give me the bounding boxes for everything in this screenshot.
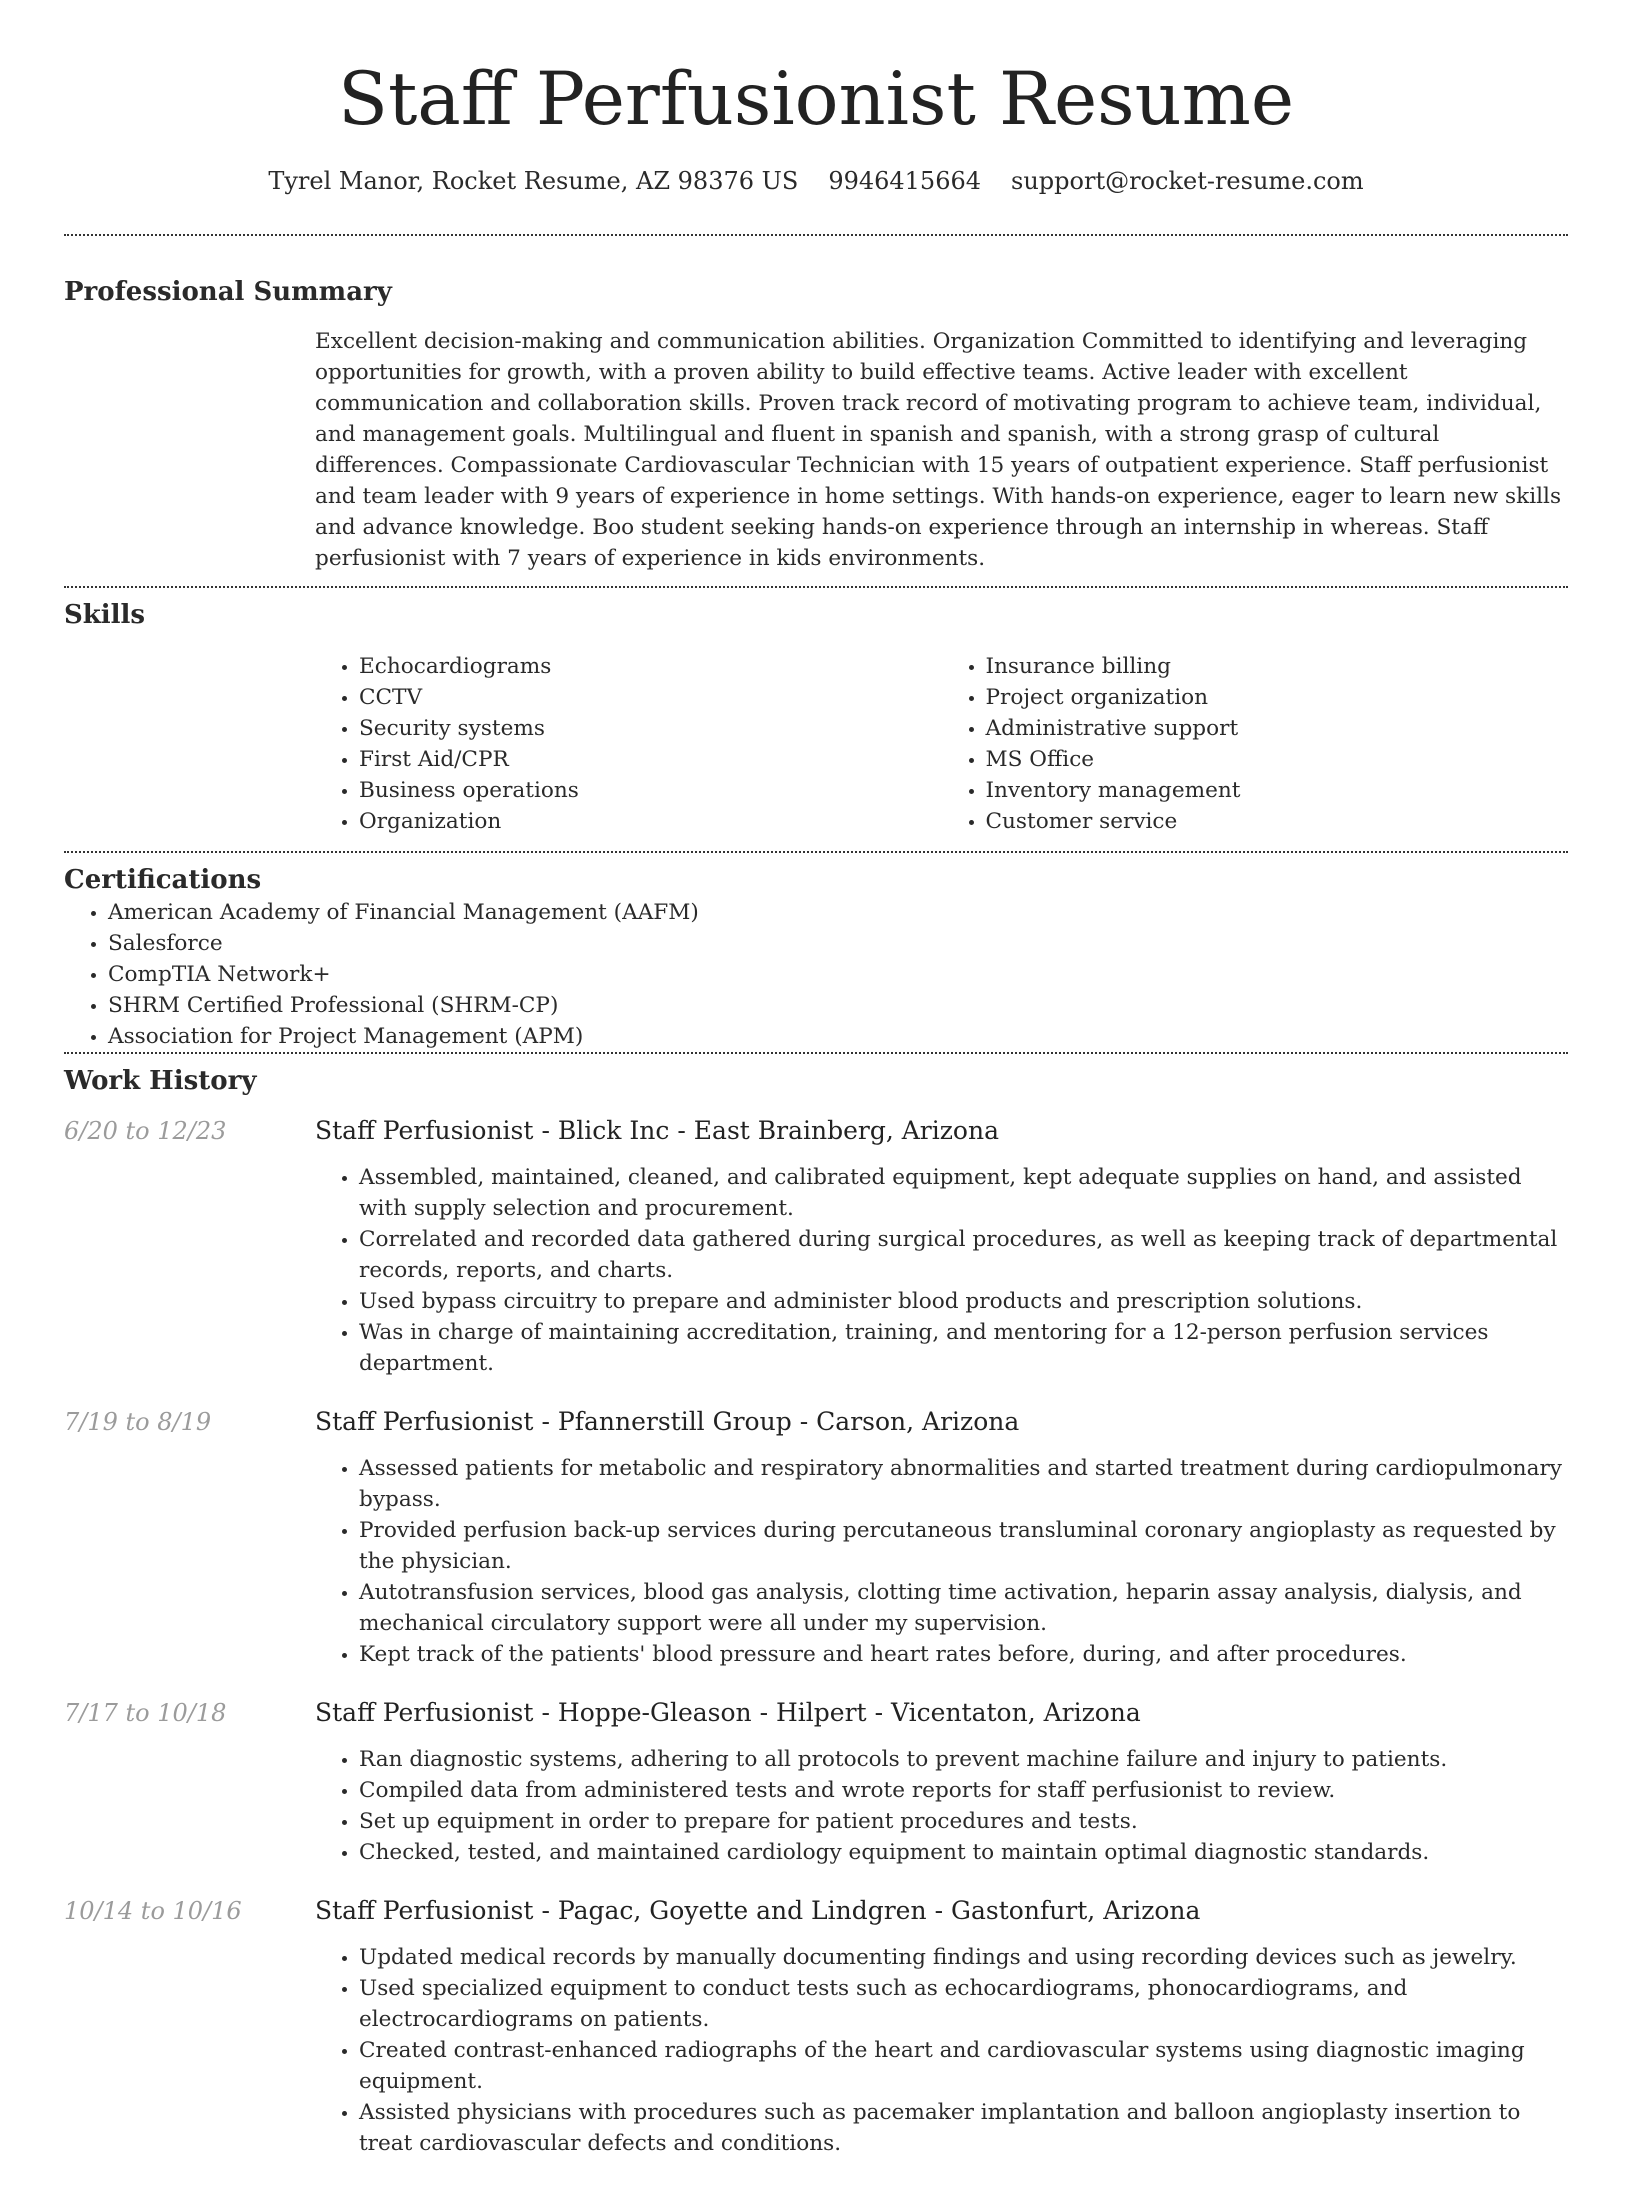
certifications-heading: Certifications bbox=[64, 865, 262, 895]
job-date: 7/17 to 10/18 bbox=[64, 1699, 227, 1727]
skill-item: • First Aid/CPR bbox=[359, 744, 942, 775]
job-entry bbox=[64, 1405, 1568, 1670]
job-location: East Brainberg, Arizona bbox=[693, 1116, 999, 1145]
skills-heading: Skills bbox=[64, 600, 146, 630]
divider bbox=[64, 586, 1568, 588]
job-bullets bbox=[315, 1162, 1568, 1379]
skills-columns bbox=[315, 651, 1568, 837]
summary-heading: Professional Summary bbox=[64, 277, 392, 307]
job-role: Staff Perfusionist bbox=[315, 1407, 534, 1436]
job-bullet: • Autotransfusion services, blood gas analysis, clotting time activation, heparin assay analysis, dialysis, and mechanical circulatory support were all under my supervision. bbox=[359, 1577, 1568, 1639]
resume-page bbox=[64, 0, 1568, 2185]
job-date: 6/20 to 12/23 bbox=[64, 1117, 227, 1145]
job-title: Staff Perfusionist - Pagac, Goyette and Lindgren - Gastonfurt, Arizona bbox=[315, 1896, 1201, 1925]
job-bullet: • Correlated and recorded data gathered during surgical procedures, as well as keeping track of departmental records, reports, and charts. bbox=[359, 1224, 1568, 1286]
skill-item: • Administrative support bbox=[986, 713, 1569, 744]
job-title: Staff Perfusionist - Blick Inc - East Brainberg, Arizona bbox=[315, 1116, 999, 1145]
job-entry bbox=[64, 1696, 1568, 1868]
job-entry bbox=[64, 1114, 1568, 1379]
job-bullet: • Updated medical records by manually documenting findings and using recording devices such as jewelry. bbox=[359, 1942, 1568, 1973]
contact-phone: 9946415664 bbox=[828, 167, 982, 195]
certifications-list bbox=[64, 897, 1568, 1052]
certification-item: • Salesforce bbox=[108, 928, 1568, 959]
certification-item: • Association for Project Management (APM) bbox=[108, 1021, 1568, 1052]
job-company: Hoppe-Gleason - Hilpert bbox=[557, 1698, 867, 1727]
skills-list-right bbox=[942, 651, 1569, 837]
job-title: Staff Perfusionist - Hoppe-Gleason - Hilpert - Vicentaton, Arizona bbox=[315, 1698, 1141, 1727]
skill-item: • Customer service bbox=[986, 806, 1569, 837]
job-role: Staff Perfusionist bbox=[315, 1896, 534, 1925]
job-bullet: • Used specialized equipment to conduct tests such as echocardiograms, phonocardiograms, and electrocardiograms on patients. bbox=[359, 1973, 1568, 2035]
job-location: Gastonfurt, Arizona bbox=[951, 1896, 1201, 1925]
job-bullet: • Compiled data from administered tests and wrote reports for staff perfusionist to review. bbox=[359, 1775, 1568, 1806]
certification-item: • American Academy of Financial Management (AAFM) bbox=[108, 897, 1568, 928]
certification-item: • CompTIA Network+ bbox=[108, 959, 1568, 990]
job-location: Carson, Arizona bbox=[816, 1407, 1020, 1436]
work-history-heading: Work History bbox=[64, 1066, 257, 1096]
contact-email: support@rocket-resume.com bbox=[1011, 167, 1364, 195]
job-bullet: • Assembled, maintained, cleaned, and calibrated equipment, kept adequate supplies on hand, and assisted with supply selection and procurement. bbox=[359, 1162, 1568, 1224]
summary-text: Excellent decision-making and communication abilities. Organization Committed to identifying and leveraging opportunities for growth, with a proven ability to build effective teams. Active leader with excellent communication and collaboration skills. Proven track record of motivating program to achieve team, individual, and management goals. Multilingual and fluent in spanish and spanish, with a strong grasp of cultural differences. Compassionate Cardiovascular Technician with 15 years of outpatient experience. Staff perfusionist and team leader with 9 years of experience in home settings. With hands-on experience, eager to learn new skills and advance knowledge. Boo student seeking hands-on experience through an internship in whereas. Staff perfusionist with 7 years of experience in kids environments. bbox=[315, 329, 1562, 571]
job-date: 10/14 to 10/16 bbox=[64, 1897, 242, 1925]
job-bullet: • Assessed patients for metabolic and respiratory abnormalities and started treatment during cardiopulmonary bypass. bbox=[359, 1453, 1568, 1515]
skill-item: • Organization bbox=[359, 806, 942, 837]
job-entry bbox=[64, 1894, 1568, 2159]
job-location: Vicentaton, Arizona bbox=[891, 1698, 1141, 1727]
job-role: Staff Perfusionist bbox=[315, 1116, 534, 1145]
job-role: Staff Perfusionist bbox=[315, 1698, 534, 1727]
skill-item: • Business operations bbox=[359, 775, 942, 806]
job-bullet: • Set up equipment in order to prepare for patient procedures and tests. bbox=[359, 1806, 1568, 1837]
divider bbox=[64, 234, 1568, 236]
skill-item: • Security systems bbox=[359, 713, 942, 744]
divider bbox=[64, 1052, 1568, 1054]
job-bullets bbox=[315, 1744, 1568, 1868]
job-bullet: • Assisted physicians with procedures such as pacemaker implantation and balloon angioplasty insertion to treat cardiovascular defects and conditions. bbox=[359, 2097, 1568, 2159]
contact-line bbox=[64, 164, 1568, 198]
job-bullet: • Created contrast-enhanced radiographs of the heart and cardiovascular systems using diagnostic imaging equipment. bbox=[359, 2035, 1568, 2097]
job-company: Blick Inc bbox=[557, 1116, 670, 1145]
job-bullet: • Ran diagnostic systems, adhering to all protocols to prevent machine failure and injury to patients. bbox=[359, 1744, 1568, 1775]
skill-item: • CCTV bbox=[359, 682, 942, 713]
skill-item: • Inventory management bbox=[986, 775, 1569, 806]
job-company: Pfannerstill Group bbox=[557, 1407, 792, 1436]
contact-address: Tyrel Manor, Rocket Resume, AZ 98376 US bbox=[268, 167, 799, 195]
skill-item: • Echocardiograms bbox=[359, 651, 942, 682]
job-bullets bbox=[315, 1942, 1568, 2159]
skill-item: • MS Office bbox=[986, 744, 1569, 775]
certification-item: • SHRM Certified Professional (SHRM-CP) bbox=[108, 990, 1568, 1021]
job-bullet: • Checked, tested, and maintained cardiology equipment to maintain optimal diagnostic standards. bbox=[359, 1837, 1568, 1868]
job-title: Staff Perfusionist - Pfannerstill Group - Carson, Arizona bbox=[315, 1407, 1020, 1436]
job-bullets bbox=[315, 1453, 1568, 1670]
job-company: Pagac, Goyette and Lindgren bbox=[557, 1896, 927, 1925]
skill-item: • Insurance billing bbox=[986, 651, 1569, 682]
job-bullet: • Kept track of the patients' blood pressure and heart rates before, during, and after procedures. bbox=[359, 1639, 1568, 1670]
job-bullet: • Used bypass circuitry to prepare and administer blood products and prescription solutions. bbox=[359, 1286, 1568, 1317]
divider bbox=[64, 851, 1568, 853]
job-date: 7/19 to 8/19 bbox=[64, 1408, 212, 1436]
job-bullet: • Provided perfusion back-up services during percutaneous transluminal coronary angioplasty as requested by the physician. bbox=[359, 1515, 1568, 1577]
skills-list-left bbox=[315, 651, 942, 837]
skill-item: • Project organization bbox=[986, 682, 1569, 713]
job-bullet: • Was in charge of maintaining accreditation, training, and mentoring for a 12-person perfusion services department. bbox=[359, 1317, 1568, 1379]
resume-title: Staff Perfusionist Resume bbox=[337, 57, 1295, 142]
